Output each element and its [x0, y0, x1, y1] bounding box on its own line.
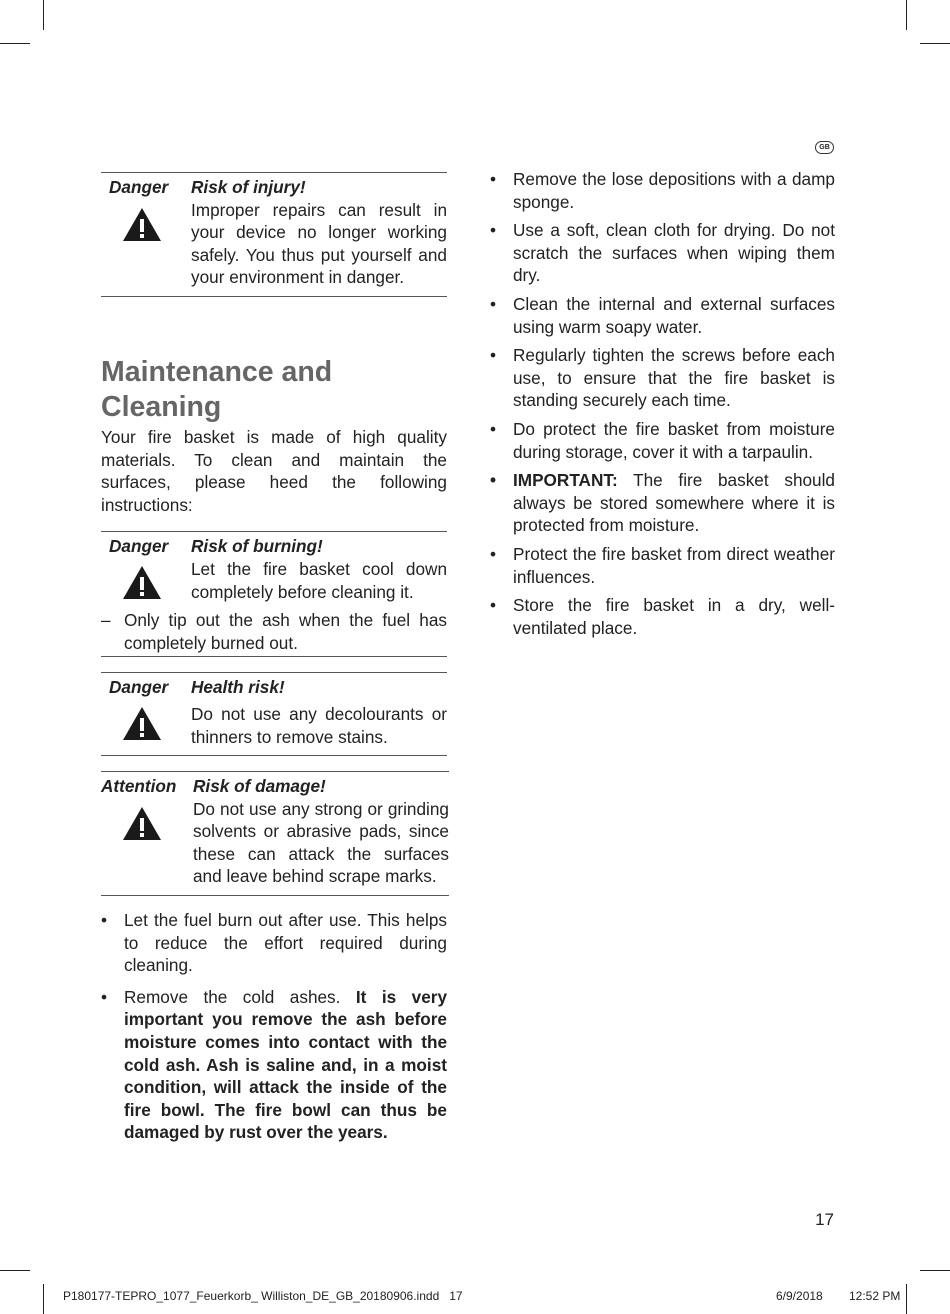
bullet-mark: •	[490, 470, 497, 491]
footer-time: 12:52 PM	[849, 1289, 901, 1303]
warning-body: Do not use any strong or grinding solvents or abrasive pads, since these can attack the surfaces and leave behind scrape marks.	[193, 798, 449, 887]
warning-title: Health risk!	[191, 677, 285, 698]
list-item-text: Remove the lose depositions with a damp sponge.	[513, 169, 835, 212]
list-item-text: Clean the internal and external surfaces using warm soapy water.	[513, 293, 835, 337]
list-item	[490, 168, 835, 213]
list-item-text: Let the fuel burn out after use. This helps to reduce the effort required during cleaning.	[124, 910, 447, 976]
list-item	[490, 543, 835, 588]
crop-mark	[906, 1284, 907, 1314]
bullet-mark: •	[490, 595, 497, 616]
warning-keyword: Attention	[101, 776, 177, 797]
list-item	[101, 909, 447, 977]
list-item	[490, 293, 835, 338]
warning-title: Risk of damage!	[193, 776, 326, 797]
list-item	[101, 986, 447, 1144]
attention-box-damage	[101, 771, 449, 896]
warning-body: Improper repairs can result in your device no longer working safely. You thus put yourself and your environment in danger.	[191, 199, 447, 288]
warning-keyword: Danger	[109, 177, 169, 197]
crop-mark	[920, 43, 950, 44]
list-item-text: Regularly tighten the screws before each use, to ensure that the fire basket is standing securely each time.	[513, 345, 835, 411]
footer-date: 6/9/2018	[776, 1289, 823, 1303]
warning-box-health	[101, 672, 447, 756]
warning-body: Do not use any decolourants or thinners to remove stains.	[191, 703, 447, 747]
important-label: IMPORTANT:	[513, 470, 618, 491]
warning-body: Let the fire basket cool down completely before cleaning it.	[191, 558, 447, 602]
warning-keyword: Danger	[109, 677, 169, 698]
bullet-mark: •	[490, 345, 497, 366]
list-item-text: Store the fire basket in a dry, well-ventilated place.	[513, 595, 835, 638]
list-item-important	[490, 469, 835, 537]
warning-title: Risk of burning!	[191, 536, 323, 557]
list-item	[490, 344, 835, 412]
bullet-mark: •	[490, 543, 497, 564]
crop-mark	[43, 0, 44, 30]
list-item	[490, 594, 835, 639]
warning-triangle-icon	[122, 806, 162, 841]
bullet-mark: •	[490, 418, 497, 439]
warning-box-injury	[101, 172, 447, 297]
crop-mark	[920, 1270, 950, 1271]
list-item	[490, 219, 835, 287]
list-item	[101, 609, 447, 657]
bullet-mark: •	[490, 169, 497, 189]
left-column	[101, 172, 447, 1144]
list-item-bold-text: It is very important you remove the ash before moisture comes into contact with the cold ash. Ash is saline and, in a moist condition, will attack the inside of the fire bowl. The fire bowl can thus be damaged by rust over the years.	[124, 986, 447, 1143]
list-item-text: Only tip out the ash when the fuel has completely burned out.	[124, 610, 447, 653]
bullet-mark: •	[101, 910, 108, 931]
section-heading-line1: Maintenance and	[101, 355, 333, 388]
crop-mark	[0, 1270, 30, 1271]
list-item-text: Use a soft, clean cloth for drying. Do not scratch the surfaces when wiping them dry.	[513, 220, 835, 286]
list-item-text: Protect the fire basket from direct weather influences.	[513, 543, 835, 587]
warning-box-burning	[101, 531, 447, 659]
bullet-mark: •	[101, 986, 108, 1007]
right-column	[490, 168, 835, 639]
list-item-text: Remove the cold ashes.	[124, 986, 356, 1007]
bullet-mark: •	[490, 220, 497, 241]
language-badge: GB	[815, 141, 834, 154]
warning-triangle-icon	[122, 565, 162, 600]
warning-triangle-icon	[122, 207, 162, 242]
bullet-mark: •	[490, 293, 497, 314]
section-heading-line2: Cleaning	[101, 390, 222, 423]
crop-mark	[0, 43, 30, 44]
page-number: 17	[815, 1210, 834, 1229]
warning-title: Risk of injury!	[191, 177, 306, 197]
dash-mark: –	[101, 610, 111, 631]
intro-paragraph: Your fire basket is made of high quality materials. To clean and maintain the surfaces, please heed the following instructions:	[101, 426, 447, 515]
list-item-text: The fire basket should always be stored somewhere where it is protected from moisture.	[513, 470, 835, 536]
list-item	[490, 418, 835, 463]
crop-mark	[906, 0, 907, 30]
warning-triangle-icon	[122, 706, 162, 741]
section-heading	[101, 355, 447, 425]
crop-mark	[43, 1284, 44, 1314]
warning-keyword: Danger	[109, 536, 169, 557]
list-item-text: Do protect the fire basket from moisture during storage, cover it with a tarpaulin.	[513, 418, 835, 462]
footer-filename: P180177-TEPRO_1077_Feuerkorb_ Williston_DE_GB_20180906.indd 17	[63, 1289, 463, 1303]
